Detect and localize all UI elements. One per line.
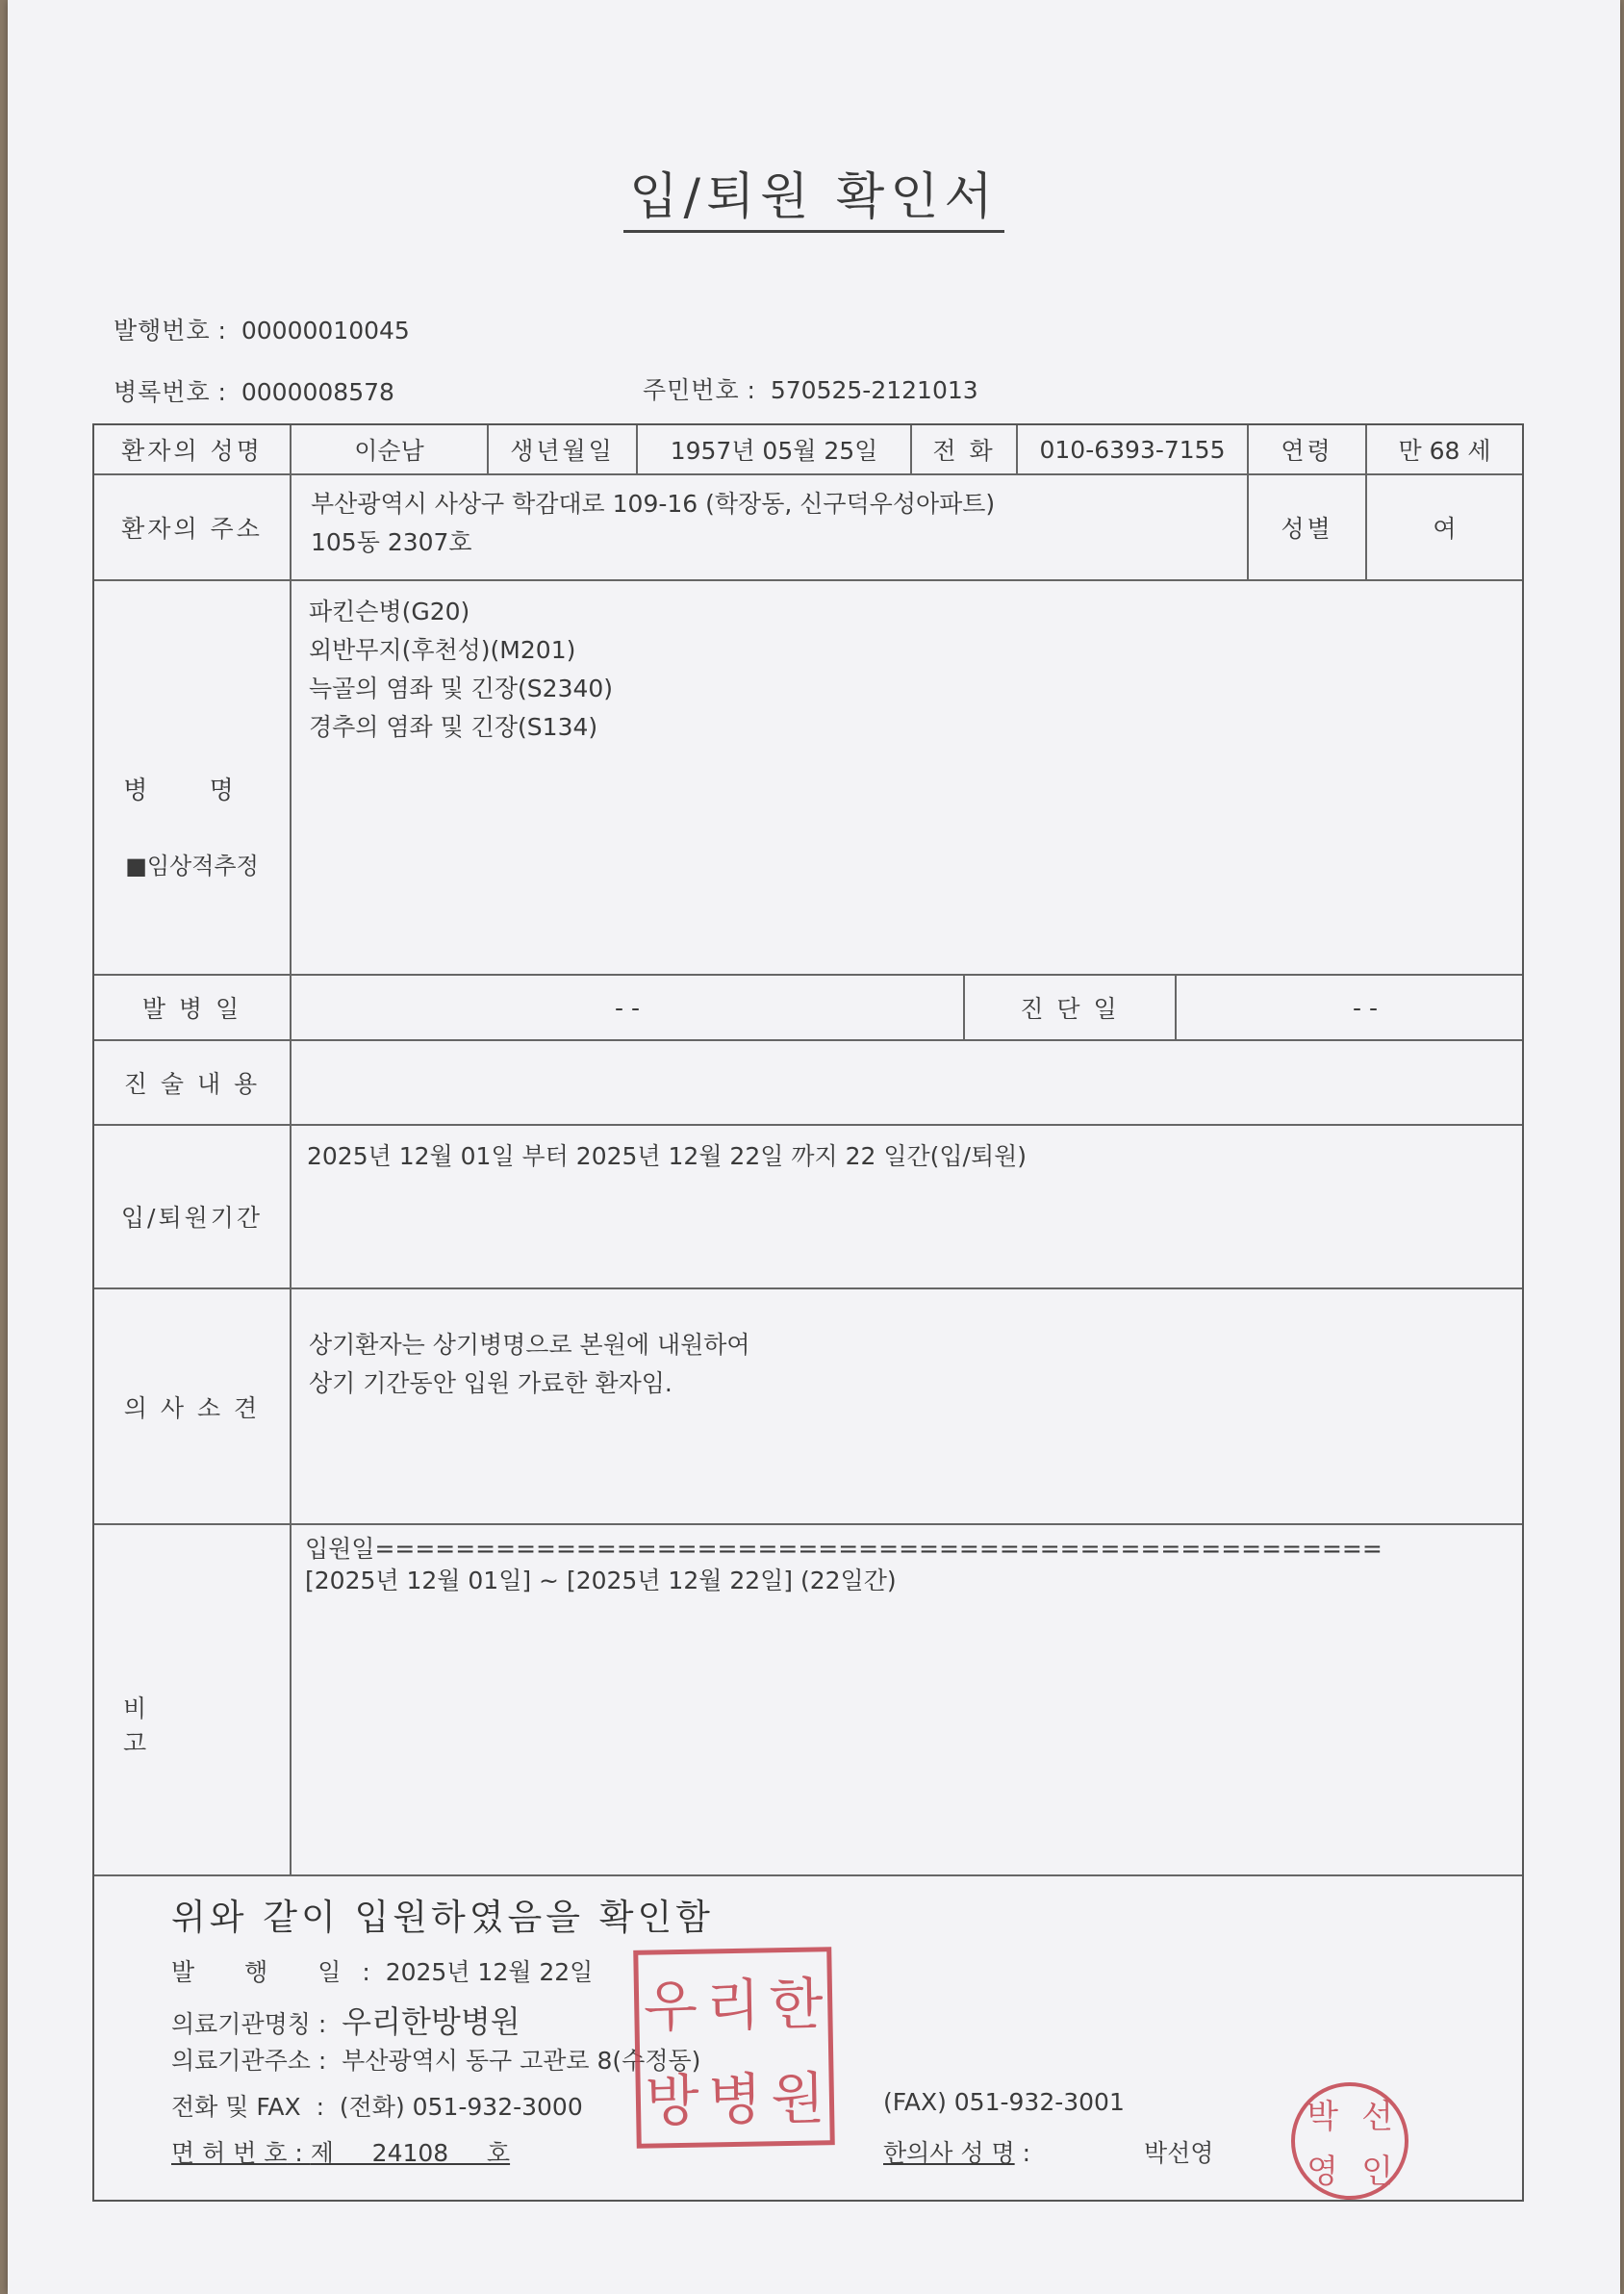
remarks-line1: 입원일==================================================	[305, 1535, 1383, 1563]
doctor-line: 한의사 성 명 : 박선영	[883, 2139, 1214, 2167]
sex-value: 여	[1367, 475, 1522, 581]
birth-date: 1957년 05월 25일	[638, 425, 912, 475]
opinion-label: 의 사 소 견	[94, 1289, 292, 1525]
address-value	[292, 475, 1249, 581]
onset-label: 발 병 일	[94, 976, 292, 1041]
phone-label: 전 화	[912, 425, 1018, 475]
phone-value: 010-6393-7155	[1018, 425, 1249, 475]
diagnosis-label: 병 명	[123, 777, 261, 805]
address-line2: 105동 2307호	[311, 528, 472, 556]
address-label: 환자의 주소	[94, 475, 292, 581]
remarks-line2: [2025년 12월 01일] ~ [2025년 12월 22일] (22일간)	[305, 1567, 897, 1594]
address-line1: 부산광역시 사상구 학감대로 109-16 (학장동, 신구덕우성아파트)	[311, 490, 996, 518]
hospital-address-line: 의료기관주소 : 부산광역시 동구 고관로 8(수정동)	[171, 2047, 701, 2075]
license-line: 면 허 번 호 : 제 24108 호	[171, 2139, 511, 2167]
diagnosis-date-label: 진 단 일	[965, 976, 1177, 1041]
confirm-text: 위와 같이 입원하였음을 확인함	[171, 1897, 714, 1938]
diagnosis-item: 늑골의 염좌 및 긴장(S2340)	[309, 675, 614, 702]
opinion-value	[292, 1289, 1522, 1525]
age-label: 연령	[1249, 425, 1367, 475]
opinion-line1: 상기환자는 상기병명으로 본원에 내원하여	[309, 1331, 750, 1359]
issue-date-line: 발 행 일: 2025년 12월 22일	[171, 1958, 594, 1986]
issue-number: 발행번호 : 00000010045	[114, 317, 410, 344]
remarks-value	[292, 1525, 1522, 1876]
sex-label: 성별	[1249, 475, 1367, 581]
hospital-seal: 우 리 한 방 병 원	[633, 1947, 835, 2149]
statement-label: 진 술 내 용	[94, 1041, 292, 1126]
fax-value: (FAX) 051-932-3001	[883, 2088, 1125, 2116]
remarks-label: 비 고	[94, 1525, 292, 1876]
document-page	[8, 0, 1620, 2294]
onset-value: - -	[292, 976, 965, 1041]
diagnosis-date-value: - -	[1177, 976, 1522, 1041]
age-value: 만 68 세	[1367, 425, 1522, 475]
diagnosis-item: 경추의 염좌 및 긴장(S134)	[309, 713, 598, 741]
patient-name: 이순남	[292, 425, 489, 475]
record-number: 병록번호 : 0000008578	[114, 378, 394, 406]
diagnosis-list	[292, 581, 1522, 976]
opinion-line2: 상기 기간동안 입원 가료한 환자임.	[309, 1369, 672, 1397]
statement-value	[292, 1041, 1522, 1126]
document-title: 입/퇴원 확인서	[8, 156, 1620, 228]
birth-label: 생년월일	[489, 425, 638, 475]
hospital-name-line: 의료기관명칭 : 우리한방병원	[171, 2003, 520, 2040]
resident-number: 주민번호 : 570525-2121013	[643, 376, 978, 404]
period-label: 입/퇴원기간	[94, 1126, 292, 1289]
diagnosis-sublabel: ■임상적추정	[125, 853, 259, 879]
doctor-seal: 박 선 영 인	[1291, 2082, 1408, 2200]
phone-fax-line: 전화 및 FAX : (전화) 051-932-3000	[171, 2093, 583, 2121]
period-value: 2025년 12월 01일 부터 2025년 12월 22일 까지 22 일간(입/퇴원)	[292, 1126, 1522, 1289]
diagnosis-item: 외반무지(후천성)(M201)	[309, 636, 576, 664]
diagnosis-item: 파킨슨병(G20)	[309, 598, 470, 625]
name-label: 환자의 성명	[94, 425, 292, 475]
diagnosis-label-cell	[94, 581, 292, 976]
